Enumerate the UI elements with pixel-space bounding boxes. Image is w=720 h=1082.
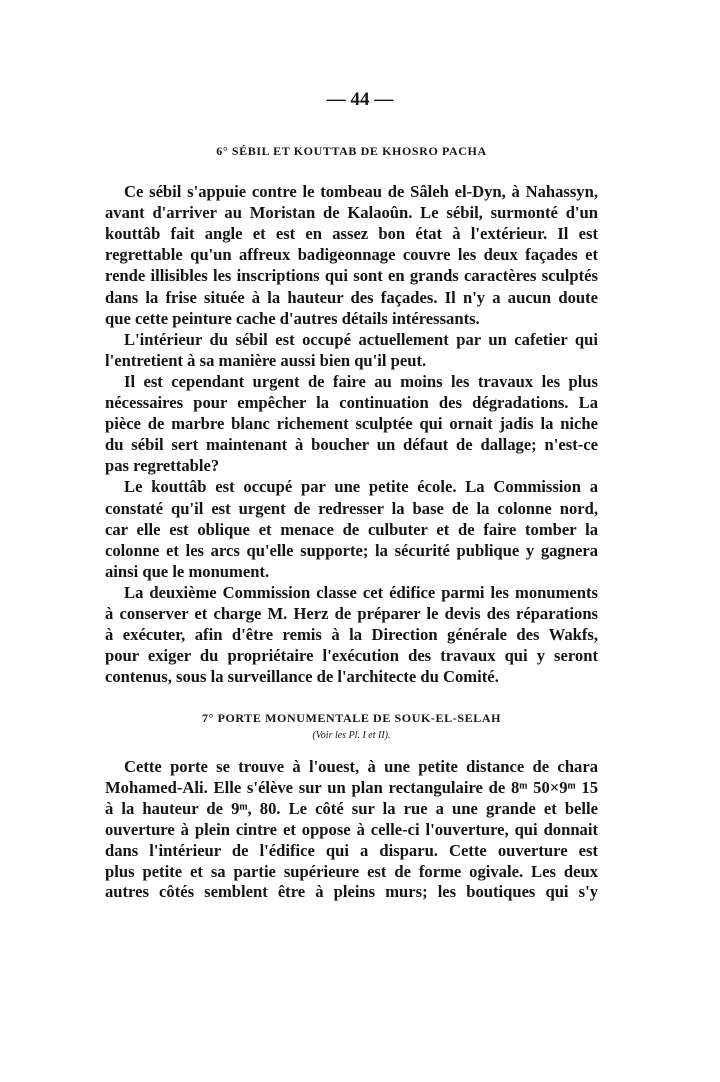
page-number: — 44 — [326, 89, 394, 110]
text-line: L'intérieur du sébil est occupé actuellement par un cafetier qui [124, 329, 598, 349]
text-line: dans la frise située à la hauteur des façades. Il n'y a aucun doute [105, 287, 598, 307]
text-line: Cette porte se trouve à l'ouest, à une petite distance de chara [124, 757, 598, 776]
text-line: colonne et les arcs qu'elle supporte; la sécurité publique y gagnera [105, 540, 598, 560]
text-line: du sébil sert maintenant à boucher un défaut de dallage; n'est-ce [105, 435, 598, 455]
text-line: car elle est oblique et menace de culbuter et de faire tomber la [105, 519, 598, 539]
text-line: ouverture à plein cintre et oppose à celle-ci l'ouverture, qui donnait [105, 819, 598, 839]
text-line: l'entretient à sa manière aussi bien qu'il peut. [105, 350, 427, 370]
text-line: Le kouttâb est occupé par une petite école. La Commission a [124, 477, 598, 497]
text-line: dans l'intérieur de l'édifice qui a disparu. Cette ouverture est [105, 840, 598, 860]
section-heading: 6° SÉBIL ET KOUTTAB DE KHOSRO PACHA [216, 144, 487, 158]
text-line: Il est cependant urgent de faire au moins les travaux les plus [124, 371, 598, 391]
text-line: Ce sébil s'appuie contre le tombeau de Sâleh el-Dyn, à Nahassyn, [124, 182, 598, 201]
text-line: que cette peinture cache d'autres détails intéressants. [105, 308, 480, 328]
text-line: constaté qu'il est urgent de redresser la base de la colonne nord, [105, 498, 598, 518]
text-line: plus petite et sa partie supérieure est de forme ogivale. Les deux [105, 861, 598, 881]
text-line: kouttâb fait angle et est en assez bon état à l'extérieur. Il est [105, 224, 598, 244]
text-line: La deuxième Commission classe cet édifice parmi les monuments [124, 582, 598, 602]
text-line: autres côtés semblent être à pleins murs; les boutiques qui s'y [105, 882, 598, 902]
text-line: ainsi que le monument. [105, 561, 270, 581]
text-line: pour exiger du propriétaire l'exécution des travaux qui y seront [105, 646, 598, 666]
text-line: à exécuter, afin d'être remis à la Direction générale des Wakfs, [105, 625, 598, 645]
text-line: pas regrettable? [105, 456, 220, 476]
text-line: pièce de marbre blanc richement sculptée qui ornait jadis la niche [105, 414, 598, 434]
text-line: avant d'arriver au Moristan de Kalaoûn. Le sébil, surmonté d'un [105, 203, 598, 223]
text-line: regrettable qu'un affreux badigeonnage couvre les deux façades et [105, 245, 598, 265]
section-heading: 7° PORTE MONUMENTALE DE SOUK-EL-SELAH [201, 711, 502, 725]
text-line: à conserver et charge M. Herz de préparer le devis des réparations [105, 604, 598, 623]
text-line: Mohamed-Ali. Elle s'élève sur un plan rectangulaire de 8ᵐ 50×9ᵐ 15 [105, 777, 598, 797]
text-line: à la hauteur de 9ᵐ, 80. Le côté sur la rue a une grande et belle [105, 798, 598, 818]
text-line: rende illisibles les inscriptions qui sont en grands caractères sculptés [105, 266, 598, 286]
text-line: contenus, sous la surveillance de l'architecte du Comité. [105, 667, 499, 687]
text-line: nécessaires pour empêcher la continuation des dégradations. La [105, 393, 598, 412]
section-subtitle: (Voir les Pl. I et II). [312, 730, 391, 741]
